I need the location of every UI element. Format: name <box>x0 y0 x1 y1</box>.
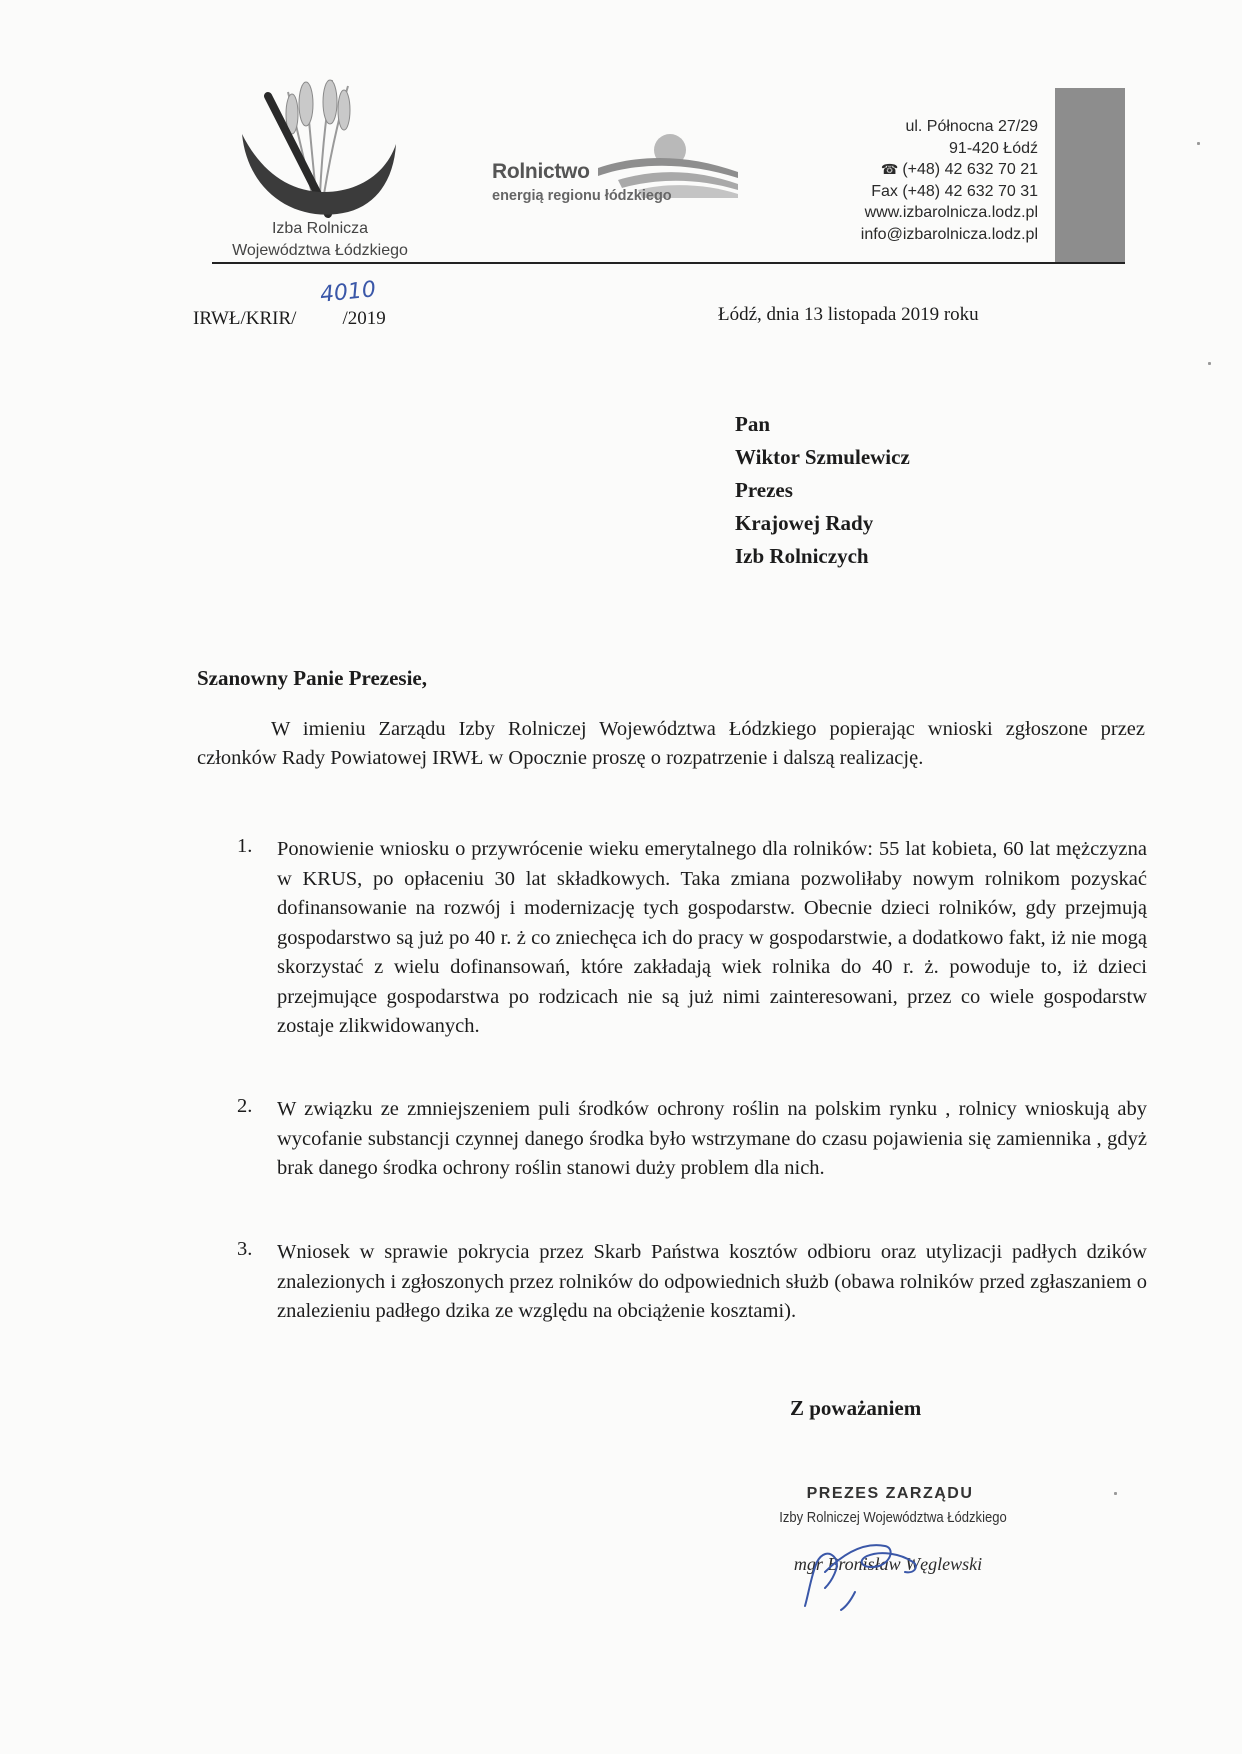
contact-block <box>760 116 1038 245</box>
closing-phrase: Z poważaniem <box>790 1396 922 1420</box>
reference-number <box>193 308 386 330</box>
handwritten-reference-number: 4010 <box>318 277 378 308</box>
email: info@izbarolnicza.lodz.pl <box>860 225 1038 243</box>
stamp-organization: Izby Rolniczej Województwa Łódzkiego <box>779 1510 1007 1526</box>
scan-speck <box>1114 1492 1117 1495</box>
list-item-text: W związku ze zmniejszeniem puli środków ochrony roślin na polskim rynku , rolnicy wnioskują aby wycofanie substancji czynnej danego środka było wstrzymane do czasu pojawienia się zamiennika , gdyż brak danego środka ochrony roślin stanowi duży problem dla nich. <box>277 1098 1147 1179</box>
stamp-title: PREZES ZARZĄDU <box>806 1485 974 1502</box>
org-name-line2: Województwa Łódzkiego <box>232 242 408 259</box>
org-name-line1: Izba Rolnicza <box>271 220 369 237</box>
addressee-line4: Krajowej Rady <box>735 511 874 535</box>
letterhead-gray-bar <box>1055 88 1125 264</box>
campaign-tagline: energią regionu łódzkiego <box>492 188 672 204</box>
addressee-line5: Izb Rolniczych <box>735 544 869 568</box>
scythe-and-wheat-emblem <box>238 74 398 224</box>
stamp-name: mgr Bronisław Węglewski <box>793 1554 983 1574</box>
reference-prefix: IRWŁ/KRIR/ <box>193 308 297 329</box>
website: www.izbarolnicza.lodz.pl <box>864 204 1038 221</box>
addressee-line1: Pan <box>735 412 771 436</box>
fax-line: Fax (+48) 42 632 70 31 <box>871 182 1038 200</box>
telephone-icon: ☎ <box>880 161 899 177</box>
list-item-text: Wniosek w sprawie pokrycia przez Skarb Państwa kosztów odbioru oraz utylizacji padłych dzików znalezionych i zgłoszonych przez rolników do odpowiednich służb (obawa rolników przed zgłaszaniem o znalezieniu padłego dzika ze względu na obciążenie kosztami). <box>277 1241 1147 1322</box>
list-item-number: 2. <box>237 1095 253 1117</box>
addressee-line2: Wiktor Szmulewicz <box>735 445 910 469</box>
letterhead-divider <box>212 262 1125 264</box>
scan-speck <box>1208 362 1211 365</box>
intro-paragraph: W imieniu Zarządu Izby Rolniczej Województwa Łódzkiego popierając wnioski zgłoszone przez członków Rady Powiatowej IRWŁ w Opocznie proszę o rozpatrzenie i dalszą realizację. <box>197 718 1145 769</box>
campaign-title: Rolnictwo <box>492 160 590 183</box>
phone-line <box>760 159 1038 181</box>
letter-date: Łódź, dnia 13 listopada 2019 roku <box>718 304 979 325</box>
handwritten-signature <box>795 1532 945 1612</box>
reference-suffix: /2019 <box>342 308 386 329</box>
phone-number: (+48) 42 632 70 21 <box>902 161 1038 178</box>
salutation: Szanowny Panie Prezesie, <box>197 666 427 690</box>
addressee-line3: Prezes <box>735 478 793 502</box>
list-item-number: 1. <box>237 835 253 857</box>
list-item-number: 3. <box>237 1238 253 1260</box>
list-item-text: Ponowienie wniosku o przywrócenie wieku emerytalnego dla rolników: 55 lat kobieta, 60 lat mężczyzna w KRUS, po opłaceniu 30 lat składkowych. Taka zmiana pozwoliłaby nowym rolnikom pozyskać dofinansowanie na rozwój i modernizację tych gospodarstw. Obecnie dzieci rolników, gdy przejmują gospodarstwo są już po 40 r. ż co zniechęca ich do pracy w gospodarstwie, a dodatkowo fakt, iż nie mogą skorzystać z wielu dofinansowań, które zakładają wiek rolnika do 40 r. ż. powoduje to, iż dzieci przejmujące gospodarstwa po rodzicach nie są już nimi zainteresowani, przez co wiele gospodarstw zostaje zlikwidowanych. <box>277 838 1147 1037</box>
address-line1: ul. Północna 27/29 <box>905 118 1038 135</box>
addressee-block <box>735 408 910 573</box>
address-line2: 91-420 Łódź <box>949 139 1038 157</box>
organization-name <box>200 218 440 262</box>
scan-speck <box>1197 142 1200 145</box>
